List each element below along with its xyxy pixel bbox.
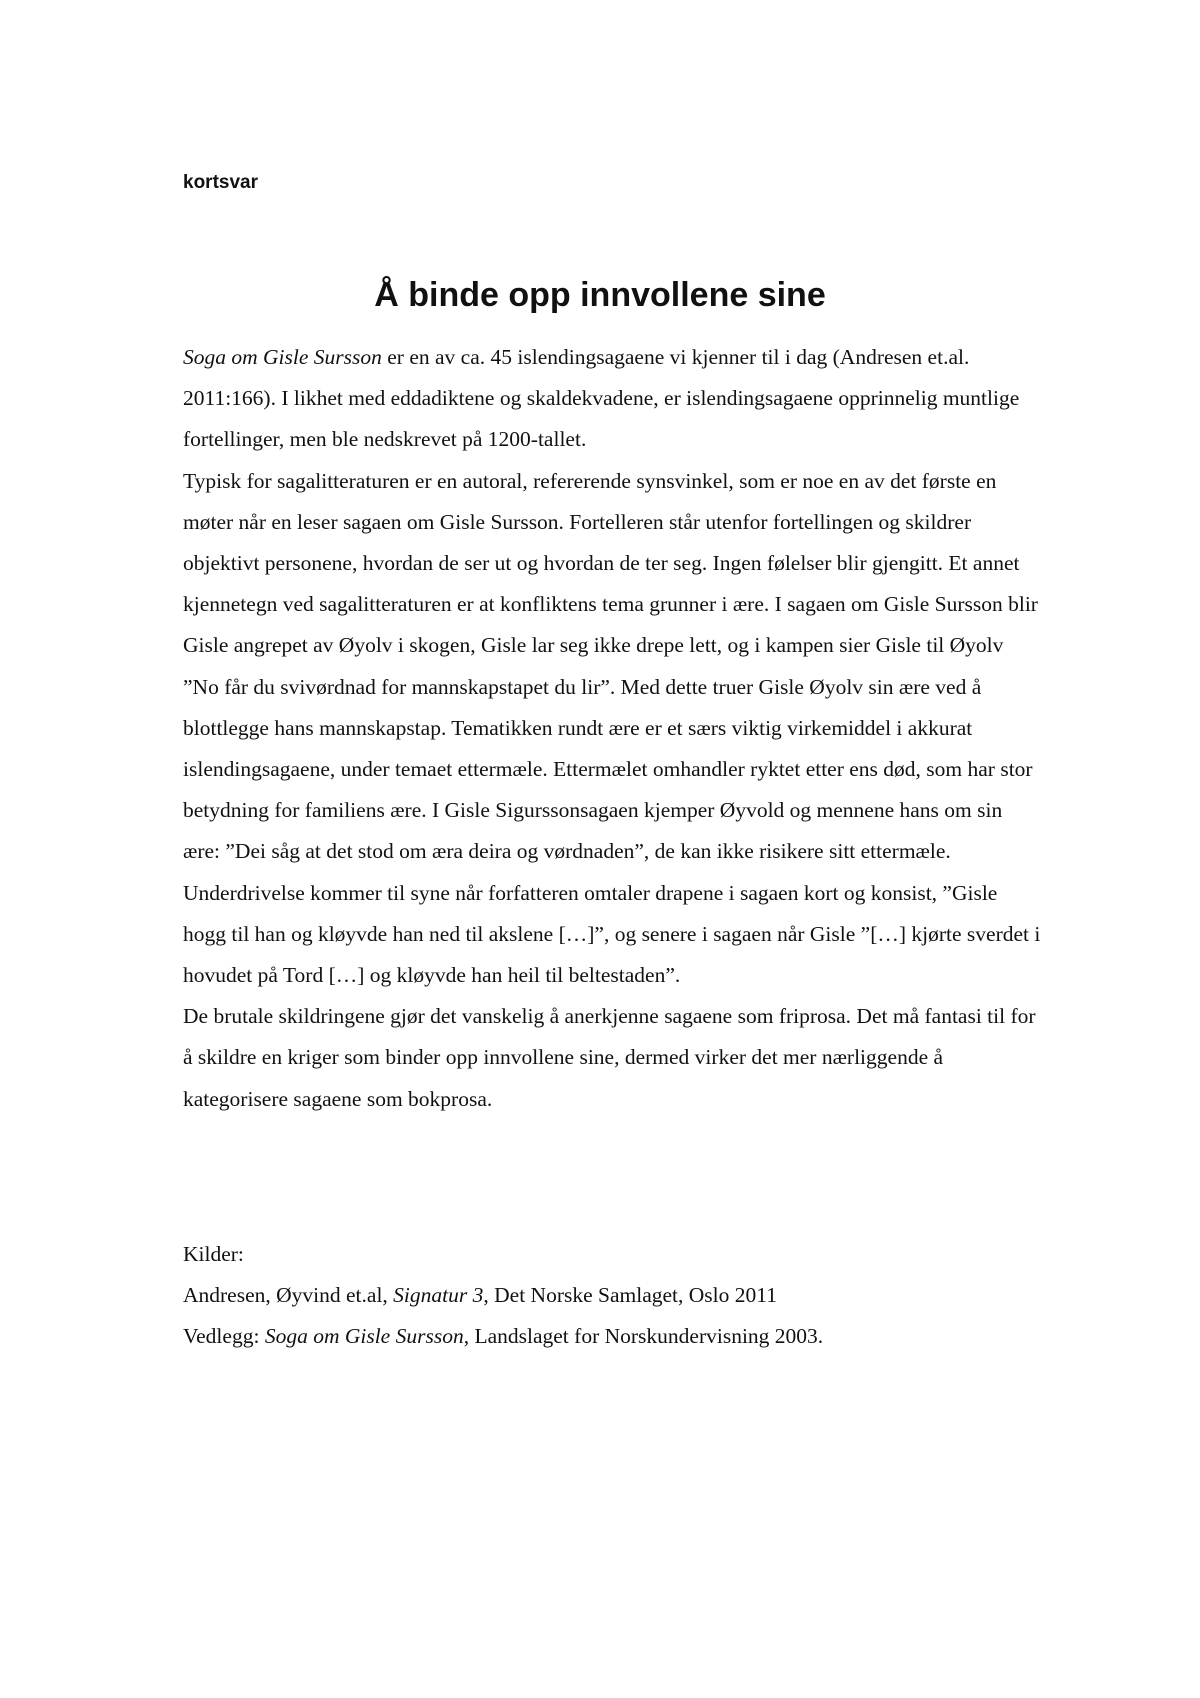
paragraph-3: Underdrivelse kommer til syne når forfatteren omtaler drapene i sagaen kort og konsist, ”Gisle hogg til han og kløyvde han ned til akslene […]”, og senere i sagaen når Gisle ”[…] kjørte sverdet i hovudet på Tord […] og kløyvde han heil til beltestaden”.: [183, 880, 1041, 988]
paragraph-4: De brutale skildringene gjør det vanskelig å anerkjenne sagaene som friprosa. Det må fantasi til for å skildre en kriger som binder opp innvollene sine, dermed virker det mer nærliggende å kategorisere sagaene som bokprosa.: [183, 1004, 1036, 1111]
paragraph-1-text: er en av ca. 45 islendingsagaene vi kjenner til i dag (Andresen et.al. 2011:166). I likhet med eddadiktene og skaldekvadene, er islendingsagaene opprinnelig muntlige fortellinger, men ble nedskrevet på 1200-tallet.: [183, 345, 1020, 452]
document-label: kortsvar: [183, 172, 258, 193]
document-body: [183, 337, 1043, 1120]
paragraph-2: Typisk for sagalitteraturen er en autoral, refererende synsvinkel, som er noe en av det første en møter når en leser sagaen om Gisle Sursson. Fortelleren står utenfor fortellingen og skildrer objektivt personene, hvordan de ser ut og hvordan de ter seg. Ingen følelser blir gjengitt. Et annet kjennetegn ved sagalitteraturen er at konfliktens tema grunner i ære. I sagaen om Gisle Sursson blir Gisle angrepet av Øyolv i skogen, Gisle lar seg ikke drepe lett, og i kampen sier Gisle til Øyolv ”No får du svivørdnad for mannskapstapet du lir”. Med dette truer Gisle Øyolv sin ære ved å blottlegge hans mannskapstap. Tematikken rundt ære er et særs viktig virkemiddel i akkurat islendingsagaene, under temaet ettermæle. Ettermælet omhandler ryktet etter ens død, som har stor betydning for familiens ære. I Gisle Sigurssonsagaen kjemper Øyvold og mennene hans om sin ære: ”Dei såg at det stod om æra deira og vørdnaden”, de kan ikke risikere sitt ettermæle.: [183, 468, 1038, 864]
work-title: Soga om Gisle Sursson: [183, 345, 382, 369]
source-prefix: Vedlegg:: [183, 1324, 265, 1349]
source-item: [183, 1316, 1043, 1357]
paragraph-1: [183, 337, 1043, 461]
source-title: Soga om Gisle Sursson: [264, 1324, 464, 1349]
sources-heading: Kilder:: [183, 1242, 244, 1266]
sources-section: [183, 1234, 1043, 1358]
source-item: [183, 1275, 1043, 1316]
document-title: Å binde opp innvollene sine: [374, 276, 826, 314]
source-publisher: , Landslaget for Norskundervisning 2003.: [463, 1324, 824, 1349]
source-title: Signatur 3: [393, 1283, 484, 1308]
source-author: Andresen, Øyvind et.al,: [183, 1283, 394, 1308]
source-publisher: , Det Norske Samlaget, Oslo 2011: [483, 1283, 777, 1308]
